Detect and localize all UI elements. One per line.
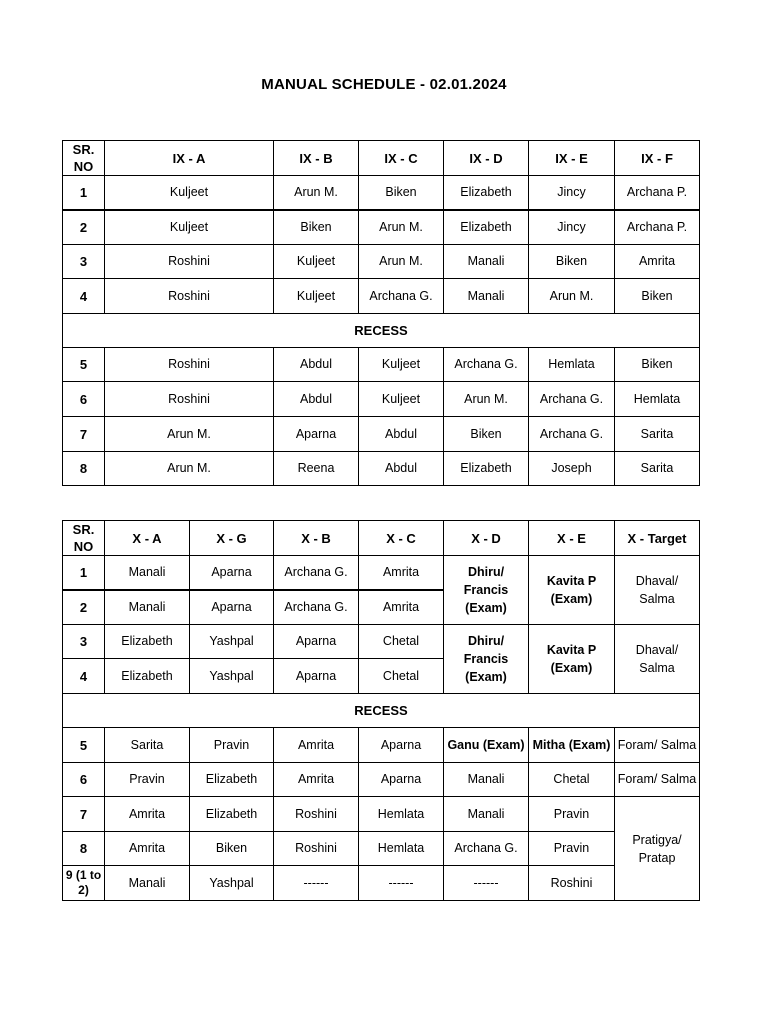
cell: Archana G. — [444, 832, 529, 866]
cell: Aparna — [190, 556, 274, 590]
cell: Manali — [444, 797, 529, 832]
cell: Roshini — [274, 797, 359, 832]
cell: Pravin — [529, 797, 615, 832]
header-sr-no: SR. NO — [63, 141, 105, 176]
header-x-g: X - G — [190, 521, 274, 556]
cell: Archana P. — [615, 176, 700, 210]
cell: Aparna — [359, 763, 444, 797]
header-ix-f: IX - F — [615, 141, 700, 176]
table-row — [63, 625, 700, 659]
cell: ------ — [444, 866, 529, 901]
sr-cell: 7 — [63, 417, 105, 452]
header-ix-a: IX - A — [105, 141, 274, 176]
cell: Abdul — [274, 382, 359, 417]
cell: Manali — [105, 556, 190, 590]
table-row — [63, 866, 700, 901]
table-header-row — [63, 521, 700, 556]
cell: Sarita — [105, 728, 190, 763]
cell: Archana G. — [444, 348, 529, 382]
schedule-table-x — [62, 520, 700, 901]
cell: Yashpal — [190, 659, 274, 694]
cell: Biken — [444, 417, 529, 452]
sr-cell: 9 (1 to 2) — [63, 866, 105, 901]
header-ix-c: IX - C — [359, 141, 444, 176]
cell: Elizabeth — [190, 763, 274, 797]
cell: Hemlata — [529, 348, 615, 382]
cell: Archana G. — [529, 417, 615, 452]
cell: Amrita — [105, 797, 190, 832]
cell: Roshini — [105, 348, 274, 382]
cell: Kuljeet — [105, 210, 274, 245]
sr-cell: 1 — [63, 556, 105, 590]
table-row — [63, 452, 700, 486]
cell: Elizabeth — [105, 625, 190, 659]
cell: Yashpal — [190, 625, 274, 659]
cell: Roshini — [105, 279, 274, 314]
header-x-d: X - D — [444, 521, 529, 556]
sr-cell: 6 — [63, 382, 105, 417]
schedule-table-ix — [62, 140, 700, 486]
cell: Joseph — [529, 452, 615, 486]
table-row — [63, 382, 700, 417]
cell: Ganu (Exam) — [444, 728, 529, 763]
header-x-target: X - Target — [615, 521, 700, 556]
cell: Jincy — [529, 210, 615, 245]
cell: Arun M. — [359, 245, 444, 279]
table-row — [63, 245, 700, 279]
cell: Chetal — [359, 659, 444, 694]
cell-merged: Dhaval/ Salma — [615, 556, 700, 625]
cell-merged: Dhiru/ Francis (Exam) — [444, 556, 529, 625]
table-row — [63, 348, 700, 382]
cell: Hemlata — [359, 832, 444, 866]
recess-row — [63, 314, 700, 348]
cell: Aparna — [359, 728, 444, 763]
cell: Elizabeth — [444, 210, 529, 245]
cell: Chetal — [359, 625, 444, 659]
table-row — [63, 797, 700, 832]
table-row — [63, 417, 700, 452]
sr-cell: 3 — [63, 625, 105, 659]
cell: Hemlata — [615, 382, 700, 417]
cell-merged: Kavita P (Exam) — [529, 556, 615, 625]
table-header-row — [63, 141, 700, 176]
cell: Sarita — [615, 417, 700, 452]
cell: ------ — [359, 866, 444, 901]
cell: Roshini — [105, 245, 274, 279]
cell: Foram/ Salma — [615, 728, 700, 763]
cell: Arun M. — [359, 210, 444, 245]
cell: Arun M. — [105, 452, 274, 486]
table-row — [63, 279, 700, 314]
table-row — [63, 176, 700, 210]
cell: Amrita — [359, 556, 444, 590]
cell: Jincy — [529, 176, 615, 210]
cell: Archana G. — [274, 556, 359, 590]
table-row — [63, 728, 700, 763]
cell: Manali — [105, 590, 190, 625]
header-x-c: X - C — [359, 521, 444, 556]
table-row — [63, 556, 700, 590]
cell: Archana G. — [359, 279, 444, 314]
cell: Kuljeet — [359, 348, 444, 382]
cell: Aparna — [274, 417, 359, 452]
sr-cell: 4 — [63, 659, 105, 694]
cell: Amrita — [105, 832, 190, 866]
cell: Sarita — [615, 452, 700, 486]
cell: Amrita — [615, 245, 700, 279]
header-ix-e: IX - E — [529, 141, 615, 176]
cell: Manali — [105, 866, 190, 901]
cell: Roshini — [529, 866, 615, 901]
cell: Roshini — [105, 382, 274, 417]
header-ix-b: IX - B — [274, 141, 359, 176]
cell: Biken — [190, 832, 274, 866]
cell: Foram/ Salma — [615, 763, 700, 797]
sr-cell: 4 — [63, 279, 105, 314]
cell: Manali — [444, 763, 529, 797]
header-x-b: X - B — [274, 521, 359, 556]
cell-merged: Pratigya/ Pratap — [615, 797, 700, 901]
cell: Abdul — [274, 348, 359, 382]
cell: Pravin — [529, 832, 615, 866]
cell: Aparna — [274, 625, 359, 659]
cell: Arun M. — [444, 382, 529, 417]
cell: Amrita — [274, 763, 359, 797]
sr-cell: 5 — [63, 348, 105, 382]
cell: Abdul — [359, 417, 444, 452]
sr-cell: 2 — [63, 590, 105, 625]
cell: Biken — [615, 348, 700, 382]
recess-label: RECESS — [63, 694, 700, 728]
cell: Pravin — [190, 728, 274, 763]
cell-merged: Dhaval/ Salma — [615, 625, 700, 694]
cell: Arun M. — [105, 417, 274, 452]
sr-cell: 8 — [63, 452, 105, 486]
cell: Aparna — [274, 659, 359, 694]
cell: Amrita — [359, 590, 444, 625]
cell: Archana G. — [274, 590, 359, 625]
cell: Aparna — [190, 590, 274, 625]
cell: Manali — [444, 279, 529, 314]
header-sr-no: SR. NO — [63, 521, 105, 556]
cell: Reena — [274, 452, 359, 486]
sr-cell: 2 — [63, 210, 105, 245]
cell: Kuljeet — [274, 279, 359, 314]
cell: Elizabeth — [444, 176, 529, 210]
table-row — [63, 832, 700, 866]
cell-merged: Dhiru/ Francis (Exam) — [444, 625, 529, 694]
sr-cell: 6 — [63, 763, 105, 797]
cell: Biken — [359, 176, 444, 210]
cell: Kuljeet — [359, 382, 444, 417]
recess-row — [63, 694, 700, 728]
cell: Arun M. — [529, 279, 615, 314]
cell: Elizabeth — [105, 659, 190, 694]
sr-cell: 1 — [63, 176, 105, 210]
sr-cell: 7 — [63, 797, 105, 832]
recess-label: RECESS — [63, 314, 700, 348]
cell: Roshini — [274, 832, 359, 866]
cell: Archana G. — [529, 382, 615, 417]
cell-merged: Kavita P (Exam) — [529, 625, 615, 694]
header-x-e: X - E — [529, 521, 615, 556]
table-row — [63, 210, 700, 245]
cell: Biken — [529, 245, 615, 279]
cell: Elizabeth — [444, 452, 529, 486]
header-x-a: X - A — [105, 521, 190, 556]
sr-cell: 8 — [63, 832, 105, 866]
cell: Hemlata — [359, 797, 444, 832]
cell: Biken — [274, 210, 359, 245]
cell: Chetal — [529, 763, 615, 797]
cell: Archana P. — [615, 210, 700, 245]
table-row — [63, 763, 700, 797]
cell: Mitha (Exam) — [529, 728, 615, 763]
cell: Pravin — [105, 763, 190, 797]
cell: Arun M. — [274, 176, 359, 210]
cell: Elizabeth — [190, 797, 274, 832]
cell: Abdul — [359, 452, 444, 486]
sr-cell: 3 — [63, 245, 105, 279]
cell: Biken — [615, 279, 700, 314]
cell: Amrita — [274, 728, 359, 763]
header-ix-d: IX - D — [444, 141, 529, 176]
cell: Manali — [444, 245, 529, 279]
cell: ------ — [274, 866, 359, 901]
cell: Yashpal — [190, 866, 274, 901]
page-title: MANUAL SCHEDULE - 02.01.2024 — [261, 76, 507, 93]
cell: Kuljeet — [105, 176, 274, 210]
cell: Kuljeet — [274, 245, 359, 279]
sr-cell: 5 — [63, 728, 105, 763]
